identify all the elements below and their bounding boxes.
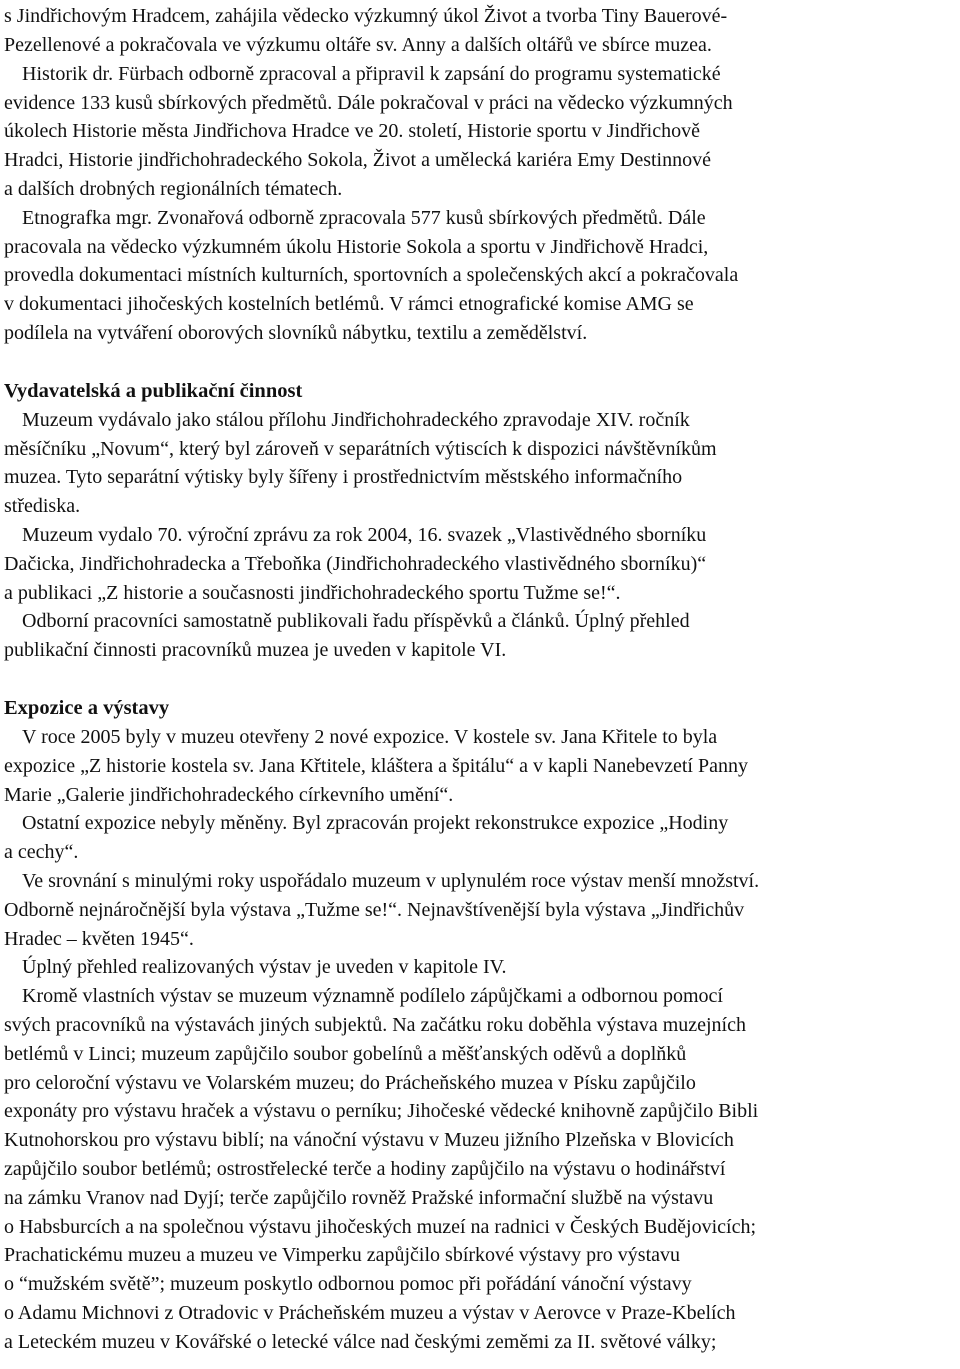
text-line: V roce 2005 byly v muzeu otevřeny 2 nové expozice. V kostele sv. Jana Křitele to byla — [22, 726, 718, 748]
text-line: zapůjčilo soubor betlémů; ostrostřelecké terče a hodiny zapůjčilo na výstavu o hodinářství — [4, 1158, 726, 1180]
text-line: Marie „Galerie jindřichohradeckého církevního umění“. — [4, 784, 454, 806]
text-line: Historik dr. Fürbach odborně zpracoval a připravil k zapsání do programu systematické — [22, 63, 721, 85]
text-line: Hradci, Historie jindřichohradeckého Sokola, Život a umělecká kariéra Emy Destinnové — [4, 149, 711, 171]
text-line: a cechy“. — [4, 841, 79, 863]
text-line: pro celoroční výstavu ve Volarském muzeu; do Prácheňského muzea v Písku zapůjčilo — [4, 1072, 696, 1094]
text-line: měsíčníku „Novum“, který byl zároveň v separátních výtiscích k dispozici návštěvníkům — [4, 438, 717, 460]
text-line: střediska. — [4, 495, 81, 517]
text-line: o Adamu Michnovi z Otradovic v Prácheňském muzeu a výstav v Aerovce v Praze-Kbelích — [4, 1302, 736, 1324]
text-line: publikační činnosti pracovníků muzea je uveden v kapitole VI. — [4, 639, 507, 661]
text-line: provedla dokumentaci místních kulturních, sportovních a společenských akcí a pokračovala — [4, 264, 739, 286]
text-line: o “mužském světě”; muzeum poskytlo odbornou pomoc při pořádání vánoční výstavy — [4, 1273, 692, 1295]
text-line: Prachatickému muzeu a muzeu ve Vimperku zapůjčilo sbírkové výstavy pro výstavu — [4, 1244, 681, 1266]
text-line: Odborně nejnáročnější byla výstava „Tužme se!“. Nejnavštívenější byla výstava „Jindřichův — [4, 899, 745, 921]
text-line: Muzeum vydávalo jako stálou přílohu Jindřichohradeckého zpravodaje XIV. ročník — [22, 409, 690, 431]
text-line: Ostatní expozice nebyly měněny. Byl zpracován projekt rekonstrukce expozice „Hodiny — [22, 812, 729, 834]
text-line: expozice „Z historie kostela sv. Jana Křtitele, kláštera a špitálu“ a v kapli Nanebevzetí Panny — [4, 755, 748, 777]
text-line: a Leteckém muzeu v Kovářské o letecké válce nad českými zeměmi za II. světové války; — [4, 1331, 717, 1353]
text-line: Pezellenové a pokračovala ve výzkumu oltáře sv. Anny a dalších oltářů ve sbírce muzea. — [4, 34, 712, 56]
text-line: betlémů v Linci; muzeum zapůjčilo soubor gobelínů a měšťanských oděvů a doplňků — [4, 1043, 687, 1065]
text-line: Úplný přehled realizovaných výstav je uveden v kapitole IV. — [22, 956, 507, 978]
text-line: Ve srovnání s minulými roky uspořádalo muzeum v uplynulém roce výstav menší množství. — [22, 870, 760, 892]
text-line: Muzeum vydalo 70. výroční zprávu za rok 2004, 16. svazek „Vlastivědného sborníku — [22, 524, 707, 546]
text-line: o Habsburcích a na společnou výstavu jihočeských muzeí na radnici v Českých Budějovicích; — [4, 1216, 757, 1238]
text-line: a publikaci „Z historie a současnosti jindřichohradeckého sportu Tužme se!“. — [4, 582, 621, 604]
text-line: podílela na vytváření oborových slovníků nábytku, textilu a zemědělství. — [4, 322, 588, 344]
text-line: svých pracovníků na výstavách jiných subjektů. Na začátku roku doběhla výstava muzejních — [4, 1014, 746, 1036]
text-line: Hradec – květen 1945“. — [4, 928, 194, 950]
text-line: evidence 133 kusů sbírkových předmětů. Dále pokračoval v práci na vědecko výzkumných — [4, 92, 733, 114]
section-heading: Expozice a výstavy — [4, 697, 170, 719]
text-line: Etnografka mgr. Zvonařová odborně zpracovala 577 kusů sbírkových předmětů. Dále — [22, 207, 706, 229]
text-line: Kromě vlastních výstav se muzeum významně podílelo zápůjčkami a odbornou pomocí — [22, 985, 723, 1007]
text-line: pracovala na vědecko výzkumném úkolu Historie Sokola a sportu v Jindřichově Hradci, — [4, 236, 709, 258]
text-line: a dalších drobných regionálních tématech. — [4, 178, 343, 200]
section-heading: Vydavatelská a publikační činnost — [4, 380, 303, 402]
text-line: exponáty pro výstavu hraček a výstavu o perníku; Jihočeské vědecké knihovně zapůjčilo Bibli — [4, 1100, 759, 1122]
text-line: s Jindřichovým Hradcem, zahájila vědecko výzkumný úkol Život a tvorba Tiny Bauerové- — [4, 5, 728, 27]
text-line: úkolech Historie města Jindřichova Hradce ve 20. století, Historie sportu v Jindřichově — [4, 120, 700, 142]
text-line: Odborní pracovníci samostatně publikovali řadu příspěvků a článků. Úplný přehled — [22, 610, 690, 632]
text-line: muzea. Tyto separátní výtisky byly šířeny i prostřednictvím městského informačního — [4, 466, 683, 488]
text-line: Dačicka, Jindřichohradecka a Třeboňka (Jindřichohradeckého vlastivědného sborníku)“ — [4, 553, 707, 575]
text-line: v dokumentaci jihočeských kostelních betlémů. V rámci etnografické komise AMG se — [4, 293, 694, 315]
text-line: na zámku Vranov nad Dyjí; terče zapůjčilo rovněž Pražské informační službě na výstavu — [4, 1187, 714, 1209]
text-line: Kutnohorskou pro výstavu biblí; na vánoční výstavu v Muzeu jižního Plzeňska v Blovicích — [4, 1129, 734, 1151]
